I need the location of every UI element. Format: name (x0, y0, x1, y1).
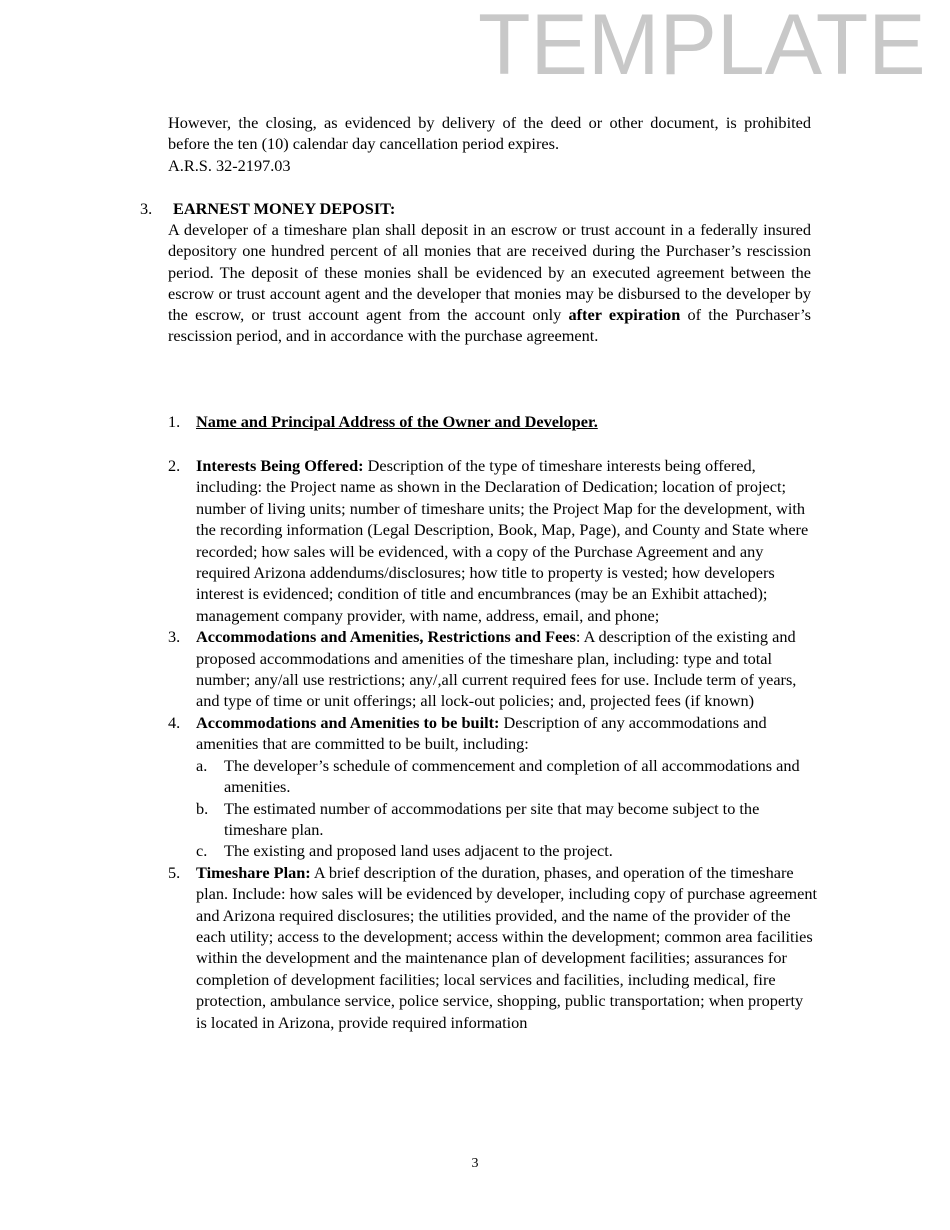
intro-paragraph: However, the closing, as evidenced by delivery of the deed or other document, is prohibited before the ten (10) calendar day cancellation period expires. (168, 113, 811, 154)
disclosure-list-continued (168, 455, 818, 1033)
list-item-2 (168, 455, 818, 626)
list-item-heading: Name and Principal Address of the Owner and Developer. (196, 412, 598, 431)
sub-item-text: The existing and proposed land uses adjacent to the project. (224, 841, 613, 861)
section-number: 3. (140, 199, 153, 218)
sub-item-text: The developer’s schedule of commencement and completion of all accommodations and amenities. (224, 755, 800, 797)
list-item-heading: Timeshare Plan: (196, 862, 311, 882)
earnest-money-text-start: A developer of a timeshare plan shall deposit in an escrow or trust account in a federally insured depository one hundred percent of all monies that are received during the Purchaser’s rescission period. The deposit of these monies shall be evidenced by an executed agreement between the escrow or trust account agent and the developer that monies may be disbursed to the developer by the escrow, or trust account agent from the account only (168, 220, 811, 325)
statute-citation: A.R.S. 32-2197.03 (168, 156, 291, 175)
sub-item-letter: a. (196, 755, 208, 775)
template-watermark: TEMPLATE (478, 0, 926, 93)
page-number: 3 (471, 1156, 479, 1171)
earnest-money-emphasis: after expiration (568, 305, 681, 325)
list-item-heading: Accommodations and Amenities to be built: (196, 712, 500, 732)
list-item-text: : A description of the existing and proposed accommodations and amenities of the timeshare plan, including: type and total number; any/all use restrictions; any/,all current required fees for use. Include term of years, and type of time or unit offerings; all lock-out policies; and, projected fees (if known) (196, 627, 797, 711)
list-item-1 (168, 411, 818, 432)
list-item-number: 4. (168, 712, 181, 732)
list-item-number: 2. (168, 456, 181, 475)
sub-item-b (168, 798, 818, 841)
list-item-4 (168, 712, 818, 755)
disclosure-list (168, 411, 818, 432)
section-title: EARNEST MONEY DEPOSIT: (173, 199, 396, 218)
list-item-number: 1. (168, 412, 181, 431)
list-item-heading: Interests Being Offered: (196, 456, 364, 475)
list-item-3 (168, 626, 818, 712)
earnest-money-paragraph (168, 219, 811, 347)
sub-item-text: The estimated number of accommodations per site that may become subject to the timeshare plan. (224, 798, 760, 839)
earnest-money-text-end: of the Purchaser’s rescission period, and in accordance with the purchase agreement. (168, 305, 812, 346)
list-item-text: A brief description of the duration, phases, and operation of the timeshare plan. Include: how sales will be evidenced by developer, including copy of purchase agreement and Arizona required disclosures; the utilities provided, and the name of the provider of the each utility; access to the development; access within the development; common area facilities within the development and the maintenance plan of development facilities; assurances for completion of development facilities; local services and facilities, including medical, fire protection, ambulance service, police service, shopping, public transportation; when property is located in Arizona, provide required information (196, 862, 817, 1032)
list-item-number: 3. (168, 627, 181, 647)
list-item-text: Description of the type of timeshare interests being offered, including: the Project name as shown in the Declaration of Dedication; location of project; number of living units; number of timeshare units; the Project Map for the development, with the recording information (Legal Description, Book, Map, Page), and County and State where recorded; how sales will be evidenced, with a copy of the Purchase Agreement and any required Arizona addendums/disclosures; how title to property is vested; how developers interest is evidenced; condition of title and encumbrances (may be an Exhibit attached); management company provider, with name, address, email, and phone; (196, 456, 809, 625)
sub-item-letter: c. (196, 841, 208, 861)
sub-item-letter: b. (196, 798, 209, 818)
list-item-5 (168, 862, 818, 1033)
sub-item-c (168, 840, 818, 861)
list-item-text: Description of any accommodations and amenities that are committed to be built, including: (196, 712, 767, 754)
list-item-heading: Accommodations and Amenities, Restrictions and Fees (196, 627, 576, 647)
sub-item-a (168, 755, 818, 798)
list-item-number: 5. (168, 862, 181, 882)
